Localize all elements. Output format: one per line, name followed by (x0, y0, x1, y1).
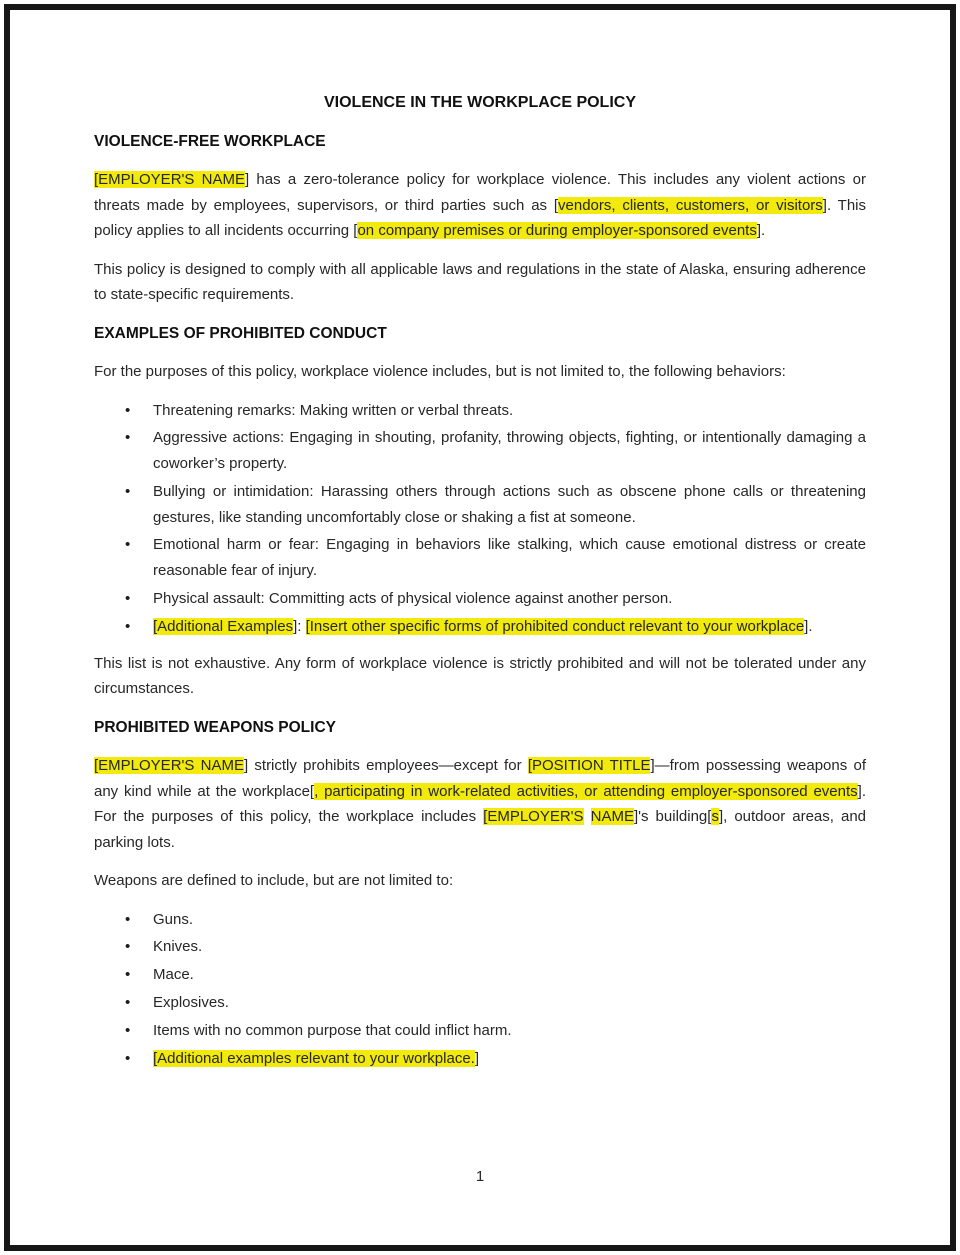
list-item-text: Knives. (153, 938, 203, 956)
bullet-icon (125, 962, 130, 988)
bullet-icon (125, 1046, 130, 1072)
list-item-text: Threatening remarks: Making written or verbal threats. (153, 401, 514, 419)
list-item (153, 614, 866, 640)
document-title: VIOLENCE IN THE WORKPLACE POLICY (323, 94, 636, 111)
bullet-icon (125, 479, 130, 505)
list-item (153, 990, 866, 1016)
list-item (153, 398, 866, 424)
heading-examples-of-prohibited-conduct: EXAMPLES OF PROHIBITED CONDUCT (94, 324, 387, 342)
bullet-icon (125, 614, 130, 640)
paragraph-conduct-lead: For the purposes of this policy, workplace violence includes, but is not limited to, the following behaviors: (94, 363, 786, 380)
list-item-text: Explosives. (153, 994, 229, 1012)
list-item-text: Mace. (153, 966, 194, 984)
list-item-text: Physical assault: Committing acts of physical violence against another person. (153, 590, 673, 608)
list-item (153, 532, 866, 584)
bullet-icon (125, 425, 130, 451)
heading-violence-free-workplace: VIOLENCE-FREE WORKPLACE (94, 132, 326, 150)
list-item (153, 586, 866, 612)
bullet-icon (125, 990, 130, 1016)
list-item (153, 934, 866, 960)
bullet-icon (125, 1018, 130, 1044)
bullet-icon (125, 398, 130, 424)
prohibited-conduct-list (94, 398, 866, 640)
list-item-text: Guns. (153, 910, 194, 928)
page-number: 1 (475, 1168, 485, 1185)
list-item (153, 907, 866, 933)
list-item (153, 1018, 866, 1044)
list-item-text: Emotional harm or fear: Engaging in behaviors like stalking, which cause emotional distress or create reasonable fear of injury. (153, 536, 866, 580)
weapons-list (94, 907, 866, 1072)
list-item (153, 479, 866, 531)
list-item-text: [Additional Examples]: [Insert other specific forms of prohibited conduct relevant to your workplace]. (153, 617, 813, 635)
list-item-text: Items with no common purpose that could inflict harm. (153, 1021, 512, 1039)
bullet-icon (125, 934, 130, 960)
paragraph-intro: [EMPLOYER'S NAME] has a zero-tolerance policy for workplace violence. This includes any violent actions or threats made by employees, supervisors, or third parties such as [vendors, clients, customers, or visitors]. This policy applies to all incidents occurring [on company premises or during employer-sponsored events]. (94, 171, 866, 239)
list-item-text: Bullying or intimidation: Harassing others through actions such as obscene phone calls or threatening gestures, like standing uncomfortably close or shaking a fist at someone. (153, 482, 866, 526)
heading-prohibited-weapons-policy: PROHIBITED WEAPONS POLICY (94, 718, 336, 736)
document-page (94, 90, 866, 1082)
list-item-text: [Additional examples relevant to your workplace.] (153, 1049, 480, 1067)
bullet-icon (125, 907, 130, 933)
bullet-icon (125, 532, 130, 558)
list-item (153, 1046, 866, 1072)
list-item (153, 425, 866, 477)
list-item-text: Aggressive actions: Engaging in shouting, profanity, throwing objects, fighting, or intentionally damaging a coworker’s property. (153, 429, 866, 473)
paragraph-not-exhaustive: This list is not exhaustive. Any form of workplace violence is strictly prohibited and will not be tolerated under any circumstances. (94, 654, 866, 698)
paragraph-compliance: This policy is designed to comply with all applicable laws and regulations in the state of Alaska, ensuring adherence to state-specific requirements. (94, 260, 866, 303)
list-item (153, 962, 866, 988)
paragraph-weapons-lead: Weapons are defined to include, but are not limited to: (94, 872, 454, 890)
paragraph-weapons: [EMPLOYER'S NAME] strictly prohibits employees—except for [POSITION TITLE]—from possessing weapons of any kind while at the workplace[, participating in work-related activities, or attending employer-sponsored events]. For the purposes of this policy, the workplace includes [EMPLOYER'S NAME]'s building[s], outdoor areas, and parking lots. (94, 757, 867, 851)
bullet-icon (125, 586, 130, 612)
